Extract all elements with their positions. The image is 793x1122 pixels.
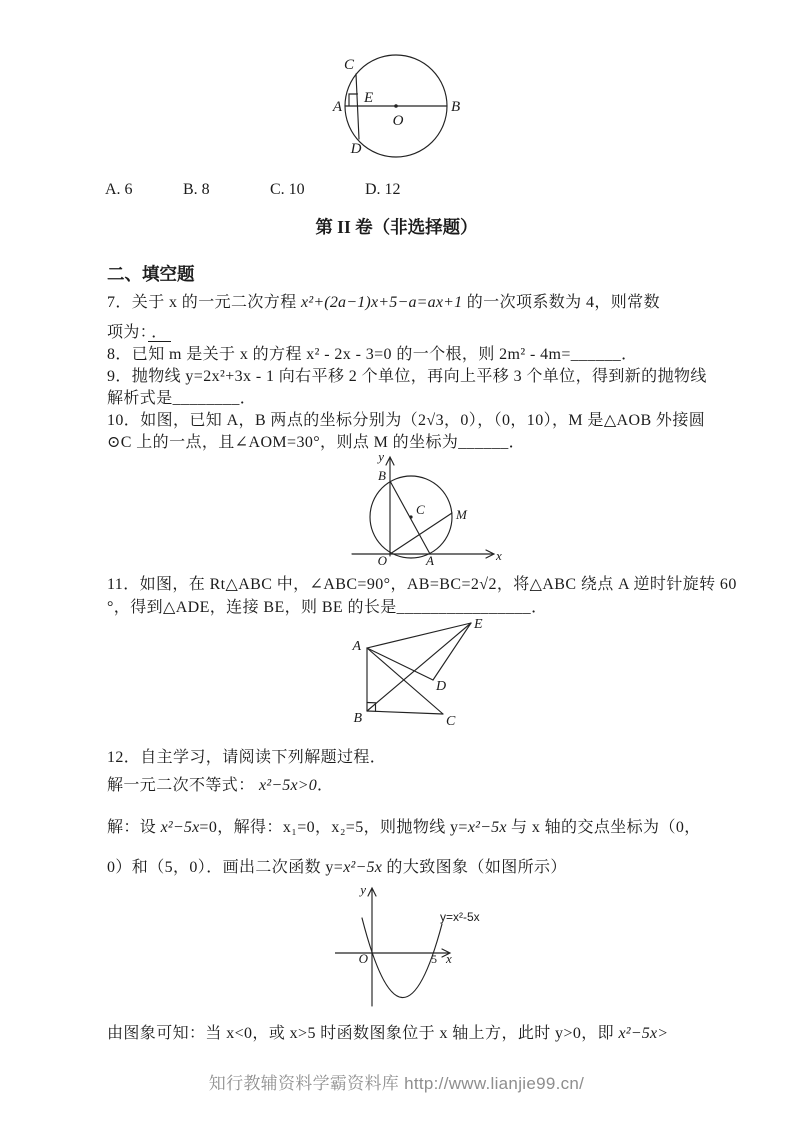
q12-inequality: x²−5x>0 bbox=[259, 777, 318, 794]
circle-chord-figure bbox=[323, 45, 471, 170]
option-c: C. 10 bbox=[270, 181, 305, 198]
q12-solution-pre: 解：设 bbox=[107, 819, 161, 836]
label-x-axis: x bbox=[446, 951, 452, 966]
circumcircle-figure bbox=[345, 451, 505, 569]
q7-equation: x²+(2a−1)x+5−a=ax+1 bbox=[301, 294, 463, 311]
question-7-line-1 bbox=[107, 292, 660, 314]
question-11-line-1: 11．如图，在 Rt△ABC 中，∠ABC=90°，AB=BC=2√2，将△ABC 绕点 A 逆时针旋转 60 bbox=[107, 576, 737, 593]
label-x-axis: x bbox=[496, 548, 502, 563]
label-a: A bbox=[352, 639, 361, 654]
label-a: A bbox=[426, 553, 434, 568]
side-ac bbox=[367, 648, 443, 714]
section-title: 二、填空题 bbox=[107, 264, 195, 284]
option-a: A. 6 bbox=[105, 181, 133, 198]
part2-header: 第 II 卷（非选择题） bbox=[315, 217, 478, 237]
q12-solution-eq1: x²−5x bbox=[160, 819, 200, 836]
label-root-5: 5 bbox=[431, 952, 437, 966]
q7-answer-prompt: 项为： bbox=[107, 324, 149, 341]
label-b: B bbox=[378, 468, 386, 483]
label-y-axis: y bbox=[378, 451, 384, 464]
label-o: O bbox=[392, 113, 404, 129]
curve-equation-label: y=x²-5x bbox=[440, 910, 480, 924]
question-7-line-2 bbox=[107, 322, 171, 344]
label-c: C bbox=[446, 714, 456, 729]
center-c-dot bbox=[409, 515, 412, 518]
question-9-line-2: 解析式是________． bbox=[107, 390, 257, 407]
q7-text-post: 的一次项系数为 4，则常数 bbox=[466, 294, 660, 311]
rotation-figure bbox=[330, 612, 495, 737]
label-origin: O bbox=[358, 951, 368, 966]
footer-watermark: 知行教辅资料学霸资料库 http://www.lianjie99.cn/ bbox=[208, 1074, 585, 1093]
q12-inequality-period: ． bbox=[317, 777, 334, 794]
question-12-line-3 bbox=[107, 817, 701, 839]
side-bc bbox=[367, 711, 443, 714]
side-de bbox=[433, 623, 471, 680]
segment-be bbox=[367, 623, 471, 711]
question-10-line-2: ⊙C 上的一点，且∠AOM=30°，则点 M 的坐标为______． bbox=[107, 434, 526, 451]
q12-solution-eq2: x²−5x bbox=[467, 819, 507, 836]
label-m: M bbox=[456, 507, 467, 522]
label-b: B bbox=[451, 99, 461, 115]
option-d: D. 12 bbox=[365, 181, 401, 198]
parabola-curve bbox=[362, 918, 442, 998]
center-dot bbox=[394, 104, 398, 108]
q7-text-pre: 7．关于 x 的一元二次方程 bbox=[107, 294, 297, 311]
question-12-line-5 bbox=[107, 1023, 668, 1045]
parabola-figure bbox=[335, 884, 500, 1010]
label-o: O bbox=[377, 553, 387, 568]
question-9-line-1: 9．抛物线 y=2x²+3x - 1 向右平移 2 个单位，再向上平移 3 个单位，得到新的抛物线 bbox=[107, 368, 707, 385]
question-12-line-2 bbox=[107, 775, 333, 797]
q12-graph-eq: x²−5x bbox=[343, 859, 383, 876]
label-e: E bbox=[474, 617, 483, 632]
q7-answer-blank: ． bbox=[148, 324, 170, 342]
label-y-axis: y bbox=[360, 884, 366, 897]
q12-conclusion-gt: > bbox=[657, 1025, 669, 1042]
question-12-line-4 bbox=[107, 857, 567, 879]
q12-inequality-prompt: 解一元二次不等式： bbox=[107, 777, 255, 794]
label-d: D bbox=[436, 679, 447, 694]
q12-graph-post: 的大致图象（如图所示） bbox=[382, 859, 567, 876]
question-10-line-1: 10．如图，已知 A，B 两点的坐标分别为（2√3，0），（0，10），M 是△AOB 外接圆 bbox=[107, 412, 706, 429]
label-c: C bbox=[416, 502, 425, 517]
q12-solution-post: 与 x 轴的交点坐标为（0， bbox=[506, 819, 701, 836]
question-8-line-1: 8．已知 m 是关于 x 的方程 x² - 2x - 3=0 的一个根，则 2m² - 4m=______． bbox=[107, 346, 638, 363]
label-c: C bbox=[343, 57, 354, 73]
segment-om bbox=[390, 513, 452, 554]
q12-graph-pre: 0）和（5，0）．画出二次函数 y= bbox=[107, 859, 344, 876]
q12-conclusion-eq: x²−5x bbox=[618, 1025, 658, 1042]
q12-conclusion-pre: 由图象可知：当 x<0，或 x>5 时函数图象位于 x 轴上方，此时 y>0，即 bbox=[107, 1025, 619, 1042]
label-d: D bbox=[350, 141, 362, 157]
label-b: B bbox=[353, 711, 362, 726]
question-12-line-1: 12．自主学习，请阅读下列解题过程． bbox=[107, 749, 387, 766]
right-angle-mark bbox=[349, 94, 358, 106]
option-b: B. 8 bbox=[183, 181, 210, 198]
label-a: A bbox=[332, 99, 342, 115]
question-11-line-2: °，得到△ADE，连接 BE，则 BE 的长是________________． bbox=[107, 599, 548, 616]
label-e: E bbox=[364, 90, 374, 106]
q12-solution-mid: =0，解得：x₁=0，x₂=5，则抛物线 y= bbox=[199, 819, 468, 836]
